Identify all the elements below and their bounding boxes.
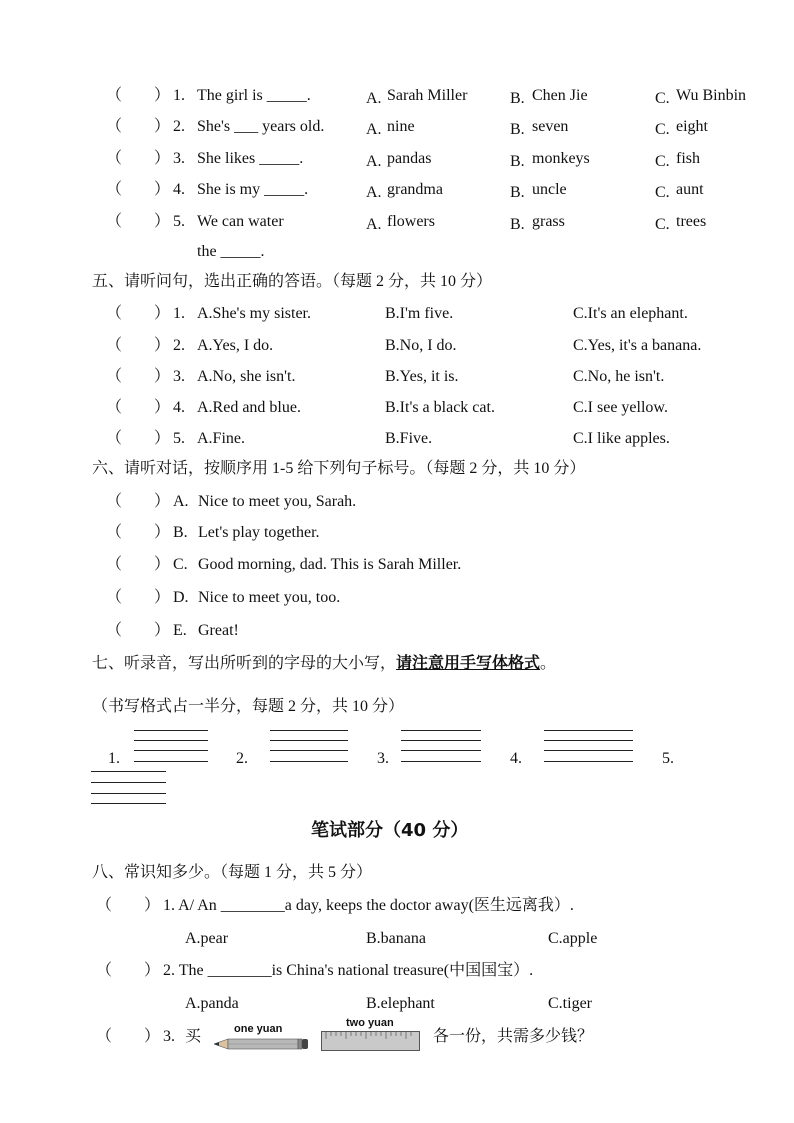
blank-number: 5. [662, 750, 674, 767]
answer-paren[interactable]: （ ） [106, 118, 171, 135]
question-number: 2. [173, 337, 185, 354]
option-c[interactable]: C.apple [548, 930, 598, 947]
option-label-c: C. [655, 90, 670, 107]
sentence-label: B. [173, 524, 188, 541]
handwriting-lines[interactable] [401, 730, 481, 762]
option-label-b: B. [510, 121, 525, 138]
question-number: 3. [163, 1028, 175, 1045]
section-subheading: （书写格式占一半分，每题 2 分，共 10 分） [92, 698, 405, 715]
option-b[interactable]: B.I'm five. [385, 305, 454, 322]
option-b[interactable]: B.Five. [385, 430, 433, 447]
option-a[interactable]: A.panda [185, 995, 239, 1012]
option-c[interactable]: C.Yes, it's a banana. [573, 337, 702, 354]
answer-paren[interactable]: （ ） [106, 368, 171, 385]
option-c[interactable]: C.I like apples. [573, 430, 670, 447]
section-heading [92, 656, 556, 672]
sentence-text: Good morning, dad. This is Sarah Miller. [198, 556, 462, 573]
option-a[interactable]: A.Yes, I do. [197, 337, 274, 354]
answer-paren[interactable]: （ ） [106, 337, 171, 354]
question-number: 4. [173, 399, 185, 416]
option-b[interactable]: B.elephant [366, 995, 435, 1012]
sentence-label: A. [173, 493, 189, 510]
question-number: 5. [173, 430, 185, 447]
question-tail: 各一份，共需多少钱？ [433, 1028, 594, 1045]
handwriting-lines[interactable] [270, 730, 348, 762]
option-c[interactable]: fish [676, 150, 700, 167]
section-heading: 五、请听问句，选出正确的答语。（每题 2 分，共 10 分） [92, 273, 493, 290]
heading-punct: 。 [540, 655, 557, 672]
answer-paren[interactable]: （ ） [96, 897, 161, 914]
option-label-a: A. [366, 153, 382, 170]
option-a[interactable]: flowers [387, 213, 435, 230]
question-number: 5. [173, 213, 185, 230]
option-label-a: A. [366, 90, 382, 107]
answer-paren[interactable]: （ ） [96, 962, 161, 979]
sentence-label: D. [173, 589, 189, 606]
sentence-text: Nice to meet you, too. [198, 589, 341, 606]
option-a[interactable]: A.pear [185, 930, 229, 947]
option-a[interactable]: nine [387, 118, 415, 135]
answer-paren[interactable]: （ ） [106, 430, 171, 447]
option-label-a: A. [366, 184, 382, 201]
option-b[interactable]: B.No, I do. [385, 337, 457, 354]
option-a[interactable]: Sarah Miller [387, 87, 468, 104]
question-stem: She is my _____. [197, 181, 309, 198]
option-c[interactable]: C.No, he isn't. [573, 368, 665, 385]
answer-paren[interactable]: （ ） [106, 305, 171, 322]
option-label-a: A. [366, 121, 382, 138]
question-stem: 1. A/ An ________a day, keeps the doctor away(医生远离我）. [163, 897, 574, 914]
question-number: 2. [173, 118, 185, 135]
answer-paren[interactable]: （ ） [106, 589, 171, 606]
option-b[interactable]: uncle [532, 181, 567, 198]
section-heading: 八、常识知多少。（每题 1 分，共 5 分） [92, 864, 373, 881]
option-label-c: C. [655, 153, 670, 170]
option-label-c: C. [655, 216, 670, 233]
answer-paren[interactable]: （ ） [106, 399, 171, 416]
option-label-b: B. [510, 153, 525, 170]
question-stem: The girl is _____. [197, 87, 311, 104]
answer-paren[interactable]: （ ） [106, 622, 171, 639]
option-label-a: A. [366, 216, 382, 233]
option-c[interactable]: C.It's an elephant. [573, 305, 688, 322]
heading-text: 七、听录音，写出所听到的字母的大小写， [92, 655, 397, 672]
sentence-text: Nice to meet you, Sarah. [198, 493, 357, 510]
question-stem: She likes _____. [197, 150, 304, 167]
question-number: 1. [173, 305, 185, 322]
option-label-b: B. [510, 90, 525, 107]
pencil-icon [214, 1038, 308, 1050]
option-label-b: B. [510, 184, 525, 201]
option-c[interactable]: C.tiger [548, 995, 592, 1012]
blank-number: 3. [377, 750, 389, 767]
blank-number: 4. [510, 750, 522, 767]
sentence-text: Great! [198, 622, 239, 639]
option-b[interactable]: seven [532, 118, 569, 135]
option-c[interactable]: trees [676, 213, 707, 230]
option-c[interactable]: Wu Binbin [676, 87, 747, 104]
answer-paren[interactable]: （ ） [106, 524, 171, 541]
option-label-c: C. [655, 121, 670, 138]
option-label-c: C. [655, 184, 670, 201]
option-a[interactable]: grandma [387, 181, 443, 198]
option-a[interactable]: A.Red and blue. [197, 399, 301, 416]
option-a[interactable]: A.No, she isn't. [197, 368, 296, 385]
answer-paren[interactable]: （ ） [106, 493, 171, 510]
ruler-icon [321, 1031, 420, 1051]
option-b[interactable]: monkeys [532, 150, 590, 167]
blank-number: 2. [236, 750, 248, 767]
ruler-price-label: two yuan [346, 1017, 394, 1029]
question-number: 1. [173, 87, 185, 104]
option-b[interactable]: B.It's a black cat. [385, 399, 495, 416]
handwriting-lines[interactable] [134, 730, 208, 762]
sentence-label: C. [173, 556, 188, 573]
option-a[interactable]: A.Fine. [197, 430, 245, 447]
option-b[interactable]: Chen Jie [532, 87, 588, 104]
answer-paren[interactable]: （ ） [106, 556, 171, 573]
question-stem: She's ___ years old. [197, 118, 325, 135]
pencil-price-label: one yuan [234, 1023, 283, 1035]
sentence-label: E. [173, 622, 187, 639]
answer-paren[interactable]: （ ） [106, 181, 171, 198]
option-b[interactable]: grass [532, 213, 565, 230]
sentence-text: Let's play together. [198, 524, 320, 541]
option-b[interactable]: B.banana [366, 930, 426, 947]
option-c[interactable]: C.I see yellow. [573, 399, 668, 416]
question-number: 3. [173, 150, 185, 167]
section-heading: 六、请听对话，按顺序用 1-5 给下列句子标号。（每题 2 分，共 10 分） [92, 460, 586, 477]
question-stem: We can water [197, 213, 284, 230]
option-label-b: B. [510, 216, 525, 233]
heading-emphasis: 请注意用手写体格式 [396, 655, 541, 672]
answer-paren[interactable]: （ ） [106, 213, 171, 230]
question-number: 4. [173, 181, 185, 198]
question-number: 3. [173, 368, 185, 385]
answer-paren[interactable]: （ ） [106, 87, 171, 104]
handwriting-lines[interactable] [91, 771, 166, 804]
written-part-title: 笔试部分（40 分） [311, 820, 469, 841]
blank-number: 1. [108, 750, 120, 767]
buy-text: 买 [185, 1028, 202, 1045]
question-stem: 2. The ________is China's national treasure(中国国宝）. [163, 962, 534, 979]
handwriting-lines[interactable] [544, 730, 633, 762]
option-c[interactable]: eight [676, 118, 708, 135]
option-c[interactable]: aunt [676, 181, 704, 198]
option-b[interactable]: B.Yes, it is. [385, 368, 459, 385]
option-a[interactable]: A.She's my sister. [197, 305, 311, 322]
answer-paren[interactable]: （ ） [96, 1028, 161, 1045]
option-a[interactable]: pandas [387, 150, 432, 167]
question-stem-continued: the _____. [197, 243, 265, 260]
answer-paren[interactable]: （ ） [106, 150, 171, 167]
